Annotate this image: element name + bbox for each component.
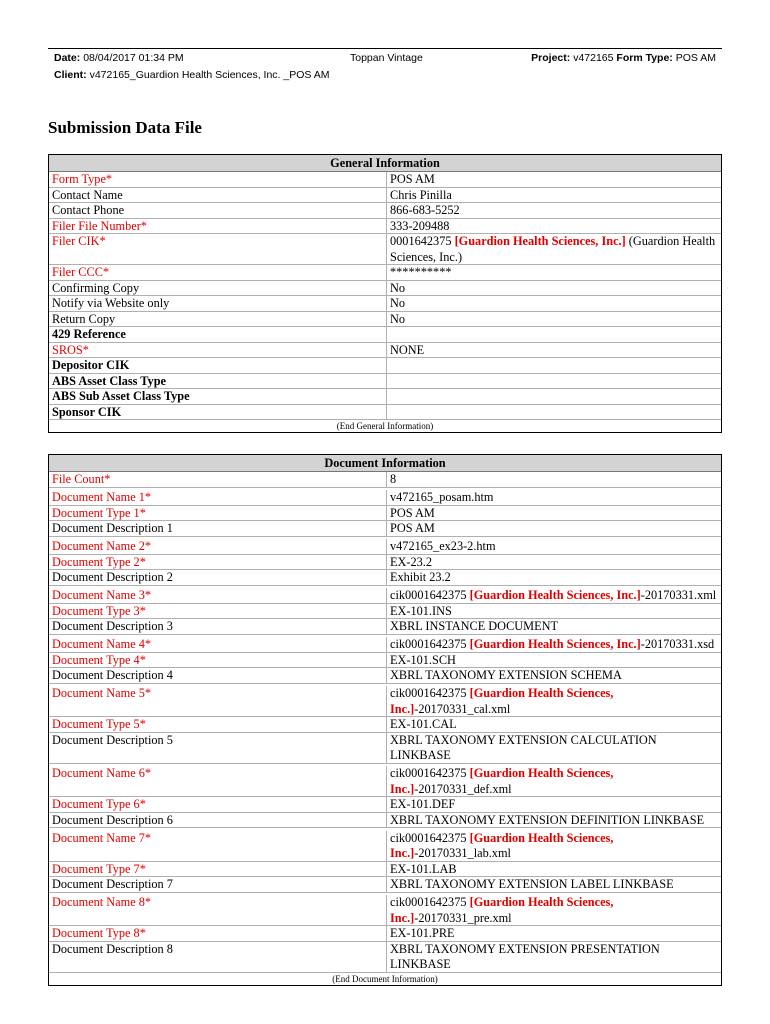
table-row — [49, 764, 721, 798]
field-value — [387, 831, 721, 861]
field-value: 333-209488 — [390, 218, 450, 233]
entity-name: [Guardion Health Sciences, Inc.] — [454, 234, 626, 248]
field-label: Document Description 5 — [49, 733, 387, 763]
entity-name: [Guardion Health Sciences, Inc.] — [390, 895, 614, 925]
field-label: Document Type 8* — [49, 926, 387, 941]
table-row — [49, 327, 721, 343]
table-row — [49, 358, 721, 374]
field-value: XBRL TAXONOMY EXTENSION DEFINITION LINKBASE — [390, 812, 705, 827]
general-information-table — [48, 154, 722, 433]
value-suffix: -20170331.xsd — [640, 637, 715, 651]
field-label: Return Copy — [49, 312, 387, 327]
field-value: POS AM — [390, 172, 435, 186]
table-row — [49, 374, 721, 390]
field-label: Document Type 2* — [49, 555, 387, 570]
field-label: Sponsor CIK — [49, 405, 387, 420]
field-value — [387, 405, 721, 420]
table-row — [49, 684, 721, 718]
value-prefix: cik0001642375 — [390, 766, 470, 780]
header-client: Client: v472165_Guardion Health Sciences, Inc. _POS AM — [54, 69, 330, 81]
table-row — [49, 472, 721, 488]
field-label: Document Name 3* — [49, 588, 387, 603]
field-label: Document Type 7* — [49, 862, 387, 877]
field-value — [387, 374, 721, 389]
page-title: Submission Data File — [48, 118, 202, 137]
field-value: 8 — [390, 472, 397, 486]
table-row — [49, 234, 721, 265]
field-label: Contact Name — [49, 188, 387, 203]
field-label: Document Name 8* — [49, 895, 387, 925]
table-row — [49, 570, 721, 586]
table-row — [49, 488, 721, 506]
field-value — [387, 234, 721, 264]
table-row — [49, 343, 721, 359]
table-row — [49, 828, 721, 862]
field-label: 429 Reference — [49, 327, 387, 342]
field-label: Filer File Number* — [49, 219, 387, 234]
value-prefix: cik0001642375 — [390, 895, 470, 909]
field-label: Document Description 8 — [49, 942, 387, 972]
value-prefix: cik0001642375 — [390, 830, 470, 845]
field-label: File Count* — [49, 472, 387, 487]
table-row — [49, 506, 721, 522]
field-label: Document Description 4 — [49, 668, 387, 683]
field-label: Document Type 3* — [49, 604, 387, 619]
document-information-caption: Document Information — [49, 455, 721, 472]
field-value: EX-23.2 — [390, 554, 433, 569]
general-information-end: (End General Information) — [336, 421, 434, 431]
value-suffix: -20170331.xml — [640, 588, 717, 602]
field-label: Document Name 1* — [49, 490, 387, 505]
field-value: XBRL TAXONOMY EXTENSION CALCULATION LINKBASE — [390, 732, 657, 762]
field-label: Filer CIK* — [49, 234, 387, 264]
field-label: Document Description 3 — [49, 619, 387, 634]
table-row — [49, 389, 721, 405]
field-value: Chris Pinilla — [390, 187, 452, 202]
table-row — [49, 862, 721, 878]
field-value: XBRL TAXONOMY EXTENSION SCHEMA — [390, 668, 622, 682]
table-row — [49, 586, 721, 604]
field-label: Notify via Website only — [49, 296, 387, 311]
entity-name: [Guardion Health Sciences, Inc.] — [390, 686, 614, 716]
table-row — [49, 219, 721, 235]
value-suffix: (Guardion Health Sciences, Inc.) — [390, 234, 716, 264]
field-value: XBRL TAXONOMY EXTENSION LABEL LINKBASE — [390, 877, 674, 891]
field-label: Document Description 1 — [49, 521, 387, 536]
entity-name: [Guardion Health Sciences, Inc.] — [390, 766, 614, 796]
field-value: v472165_ex23-2.htm — [390, 539, 496, 553]
field-label: Document Description 7 — [49, 877, 387, 892]
field-label: Document Name 6* — [49, 766, 387, 796]
value-suffix: -20170331_lab.xml — [414, 846, 511, 860]
field-label: Depositor CIK — [49, 358, 387, 373]
field-label: Document Name 5* — [49, 686, 387, 716]
table-row — [49, 521, 721, 537]
field-value: NONE — [390, 342, 425, 357]
table-row — [49, 813, 721, 829]
table-row — [49, 926, 721, 942]
header-vendor: Toppan Vintage — [350, 52, 423, 64]
field-value: EX-101.PRE — [390, 926, 455, 940]
field-value: ********** — [390, 265, 452, 279]
table-row — [49, 203, 721, 219]
header-date: Date: 08/04/2017 01:34 PM — [54, 52, 184, 64]
value-prefix: cik0001642375 — [390, 588, 470, 602]
field-value — [387, 358, 721, 373]
table-row — [49, 797, 721, 813]
field-value — [387, 686, 721, 716]
value-suffix: -20170331_cal.xml — [414, 701, 511, 716]
table-row — [49, 653, 721, 669]
field-value: EX-101.CAL — [390, 717, 457, 731]
field-value: 866-683-5252 — [390, 203, 460, 217]
general-information-caption: General Information — [49, 155, 721, 172]
table-row — [49, 877, 721, 893]
field-label: Document Description 6 — [49, 813, 387, 828]
field-value — [387, 327, 721, 342]
table-row — [49, 635, 721, 653]
entity-name: [Guardion Health Sciences, Inc.] — [469, 637, 641, 651]
entity-name: [Guardion Health Sciences, Inc.] — [469, 588, 641, 602]
table-row — [49, 405, 721, 421]
field-label: Form Type* — [49, 172, 387, 187]
field-value: XBRL INSTANCE DOCUMENT — [390, 619, 558, 633]
table-row — [49, 619, 721, 635]
field-label: SROS* — [49, 343, 387, 358]
table-row — [49, 604, 721, 620]
field-value: EX-101.LAB — [390, 861, 457, 876]
value-prefix: 0001642375 — [390, 234, 455, 248]
table-row — [49, 717, 721, 733]
field-value: No — [390, 296, 406, 310]
field-value — [387, 895, 721, 925]
table-row — [49, 188, 721, 204]
field-label: Document Description 2 — [49, 570, 387, 585]
table-row — [49, 296, 721, 312]
field-label: Confirming Copy — [49, 281, 387, 296]
field-label: Document Type 4* — [49, 653, 387, 668]
document-information-end: (End Document Information) — [332, 973, 438, 984]
field-label: Document Name 7* — [49, 831, 387, 861]
field-value: POS AM — [390, 505, 435, 520]
table-row — [49, 281, 721, 297]
field-label: Document Name 4* — [49, 637, 387, 652]
field-label: Document Type 5* — [49, 717, 387, 732]
table-row — [49, 537, 721, 555]
field-label: ABS Asset Class Type — [49, 374, 387, 389]
field-value — [387, 637, 721, 652]
field-label: ABS Sub Asset Class Type — [49, 389, 387, 404]
table-row — [49, 942, 721, 973]
table-row — [49, 668, 721, 684]
field-label: Contact Phone — [49, 203, 387, 218]
field-value: EX-101.INS — [390, 603, 452, 618]
table-row — [49, 172, 721, 188]
field-label: Filer CCC* — [49, 265, 387, 280]
page-header — [48, 48, 722, 83]
field-label: Document Type 6* — [49, 797, 387, 812]
field-value — [387, 389, 721, 404]
field-value: No — [390, 280, 406, 295]
document-information-table — [48, 454, 722, 986]
table-row — [49, 733, 721, 764]
field-value: v472165_posam.htm — [390, 490, 494, 504]
table-row — [49, 265, 721, 281]
field-label: Document Type 1* — [49, 506, 387, 521]
header-project: Project: v472165 Form Type: POS AM — [531, 52, 716, 64]
field-value — [387, 766, 721, 796]
entity-name: [Guardion Health Sciences, Inc.] — [390, 830, 614, 860]
value-prefix: cik0001642375 — [390, 637, 470, 651]
value-prefix: cik0001642375 — [390, 686, 470, 700]
field-value: XBRL TAXONOMY EXTENSION PRESENTATION LINKBASE — [390, 941, 660, 971]
field-label: Document Name 2* — [49, 539, 387, 554]
field-value: No — [390, 311, 406, 326]
table-row — [49, 555, 721, 571]
table-row — [49, 893, 721, 927]
field-value: EX-101.DEF — [390, 797, 456, 811]
value-suffix: -20170331_pre.xml — [414, 910, 512, 925]
field-value: Exhibit 23.2 — [390, 570, 451, 584]
table-row — [49, 312, 721, 328]
field-value: POS AM — [390, 521, 435, 535]
value-suffix: -20170331_def.xml — [414, 781, 512, 796]
field-value: EX-101.SCH — [390, 652, 456, 667]
field-value — [387, 588, 721, 603]
